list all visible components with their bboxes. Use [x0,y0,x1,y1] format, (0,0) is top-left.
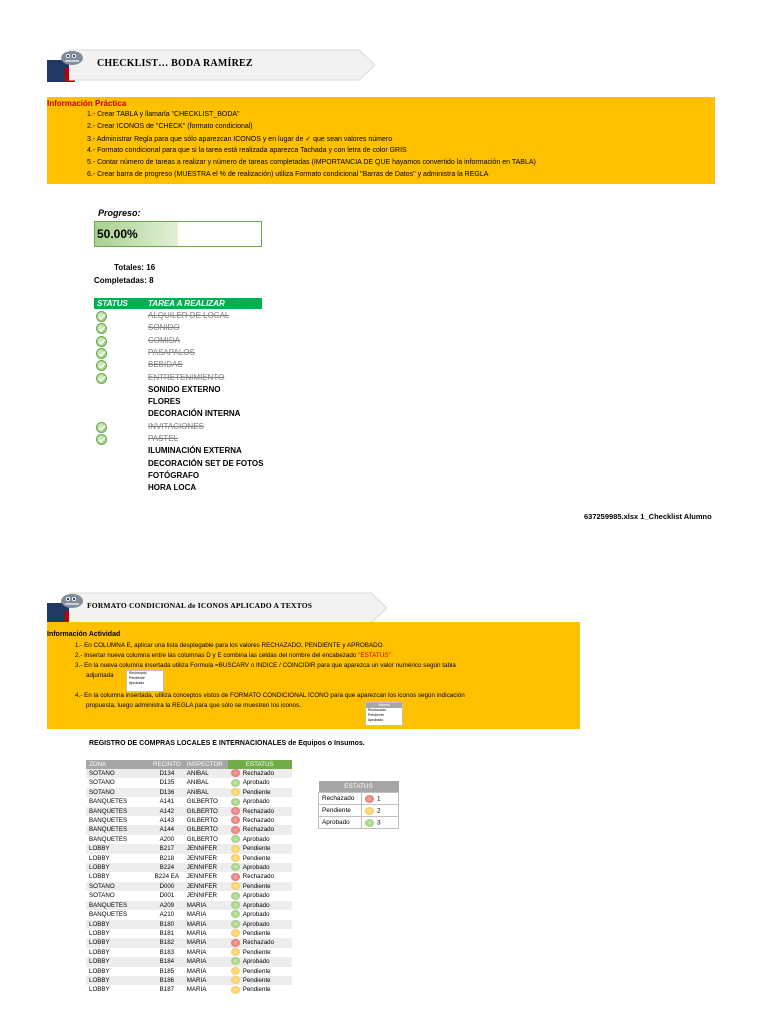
estatus-text: Pendiente [242,854,271,862]
approve-icon [231,892,240,900]
estatus-cell [228,910,292,919]
estatus-cell [228,872,292,881]
table-row [86,901,292,910]
table-row [86,957,292,966]
estatus-cell [228,920,292,929]
estatus-cell [228,797,292,806]
inspector-cell: ANIBAL [184,788,228,797]
table-row [86,967,292,976]
recinto-cell: B186 [150,976,184,985]
estatus-cell [228,825,292,834]
estatus-text: Rechazado [242,770,275,777]
pending-icon [231,845,240,853]
lookup-value: 2 [377,807,381,815]
inspector-cell: JENNIFER [184,882,228,891]
estatus-header: ESTATUS [228,760,292,769]
task-item: ENTRETENIMIENTO [148,372,225,382]
recinto-cell: B224 [150,863,184,872]
estatus-text: Aprobado [242,958,270,966]
estatus-cell [228,863,292,872]
mini-row: Pendiente [129,676,145,680]
check-icon [96,422,107,433]
recinto-cell: D135 [150,778,184,787]
estatus-text: Rechazado [242,807,275,815]
mini-row: Rechazado [368,708,386,712]
recinto-cell: A142 [150,807,184,816]
pending-icon [231,967,240,975]
estatus-text: Aprobado [242,798,270,806]
recinto-cell: B180 [150,920,184,929]
zona-cell: SOTANO [86,882,150,891]
table-row [86,872,292,881]
estatus-cell [228,788,292,797]
activity-item-2: 2.- Insertar nueva columna entre las columnas D y E combina las celdas del nombre del encabezado "ESTATUS" [75,652,391,659]
zona-cell: LOBBY [86,967,150,976]
recinto-cell: D134 [150,769,184,778]
inspector-cell: MARIA [184,957,228,966]
zona-cell: SOTANO [86,778,150,787]
lookup-label: Rechazado [319,793,362,805]
zona-cell: LOBBY [86,920,150,929]
table-row [86,985,292,994]
inspector-header: INSPECTOR [184,760,228,769]
table-row [86,854,292,863]
inspector-cell: GILBERTO [184,816,228,825]
approve-icon [231,957,240,965]
activity-item-4b: propuesta, luego administra la REGLA para que sólo se muestren los iconos. [86,702,301,709]
inspector-cell: MARIA [184,901,228,910]
task-item: SONIDO EXTERNO [148,384,221,394]
task-item: HORA LOCA [148,483,197,493]
reject-icon [231,769,240,777]
estatus-cell [228,957,292,966]
completed-count: Completadas: 8 [94,276,154,285]
table-row [86,910,292,919]
table-row [86,788,292,797]
zona-cell: SOTANO [86,769,150,778]
table-row [86,797,292,806]
estatus-text: Rechazado [242,873,275,881]
reject-icon [231,816,240,824]
table-row [86,920,292,929]
zona-cell: LOBBY [86,872,150,881]
activity-item-1: 1.- En COLUMNA E, aplicar una lista desplegable para los valores RECHAZADO, PENDIENTE y APROBADO [75,642,383,649]
check-icon [96,348,107,359]
estatus-text: Pendiente [242,976,271,984]
activity-item-4: 4.- En la columna insertada, utiliza conceptos vistos de FORMATO CONDICIONAL ICONO para que aparezcan los iconos según indicación [75,692,465,699]
check-icon [96,311,107,322]
mini-header: Valores [366,703,402,708]
recinto-cell: B181 [150,929,184,938]
check-icon [96,373,107,384]
zona-cell: BANQUETES [86,797,150,806]
inspector-cell: JENNIFER [184,844,228,853]
conditional-banner [47,591,387,625]
estatus-lookup-table [318,781,399,829]
zona-cell: LOBBY [86,976,150,985]
table-row [86,816,292,825]
shark-logo-icon [59,46,85,68]
estatus-text: Rechazado [242,939,275,947]
pending-icon [231,976,240,984]
zona-cell: BANQUETES [86,901,150,910]
file-note: 637259985.xlsx 1_Checklist Alumno [584,512,712,521]
inspector-cell: MARIA [184,938,228,947]
zona-cell: BANQUETES [86,910,150,919]
inspector-cell: GILBERTO [184,807,228,816]
approve-icon [231,779,240,787]
estatus-text: Pendiente [242,986,271,994]
inspector-cell: MARIA [184,920,228,929]
status-column-header: STATUS [97,299,128,308]
table-row [86,807,292,816]
activity-item-3b: adjuntada [86,672,114,679]
mini-value-table [126,670,164,692]
reject-icon [231,873,240,881]
zona-cell: SOTANO [86,788,150,797]
activity-info-box [47,622,580,729]
recinto-cell: B185 [150,967,184,976]
zona-cell: LOBBY [86,854,150,863]
practice-item-6: 6.- Crear barra de progreso (MUESTRA el % de realización) utiliza Formato condicional "Barras de Datos" y administra la REGLA [87,171,489,178]
table-row [86,976,292,985]
recinto-cell: D136 [150,788,184,797]
task-item: BEBIDAS [148,360,183,370]
estatus-text: Pendiente [242,929,271,937]
zona-cell: LOBBY [86,929,150,938]
recinto-cell: D001 [150,891,184,900]
inspector-cell: GILBERTO [184,797,228,806]
recinto-cell: A209 [150,901,184,910]
estatus-cell [228,816,292,825]
estatus-cell [228,769,292,778]
progress-value: 50.00% [97,227,138,241]
mini-icon-table [365,702,403,726]
recinto-cell: B183 [150,948,184,957]
checklist-banner [47,48,377,82]
estatus-text: Pendiente [242,882,271,890]
zona-cell: LOBBY [86,863,150,872]
estatus-cell [228,807,292,816]
zona-cell: LOBBY [86,948,150,957]
lookup-label: Pendiente [319,805,362,817]
mini-row: Aprobado [129,681,145,685]
inspector-cell: MARIA [184,948,228,957]
check-icon [96,360,107,371]
estatus-text: Aprobado [242,920,270,928]
task-item: DECORACIÓN SET DE FOTOS [148,458,264,468]
zona-cell: BANQUETES [86,825,150,834]
table-row [86,882,292,891]
estatus-text: Aprobado [242,835,270,843]
table-row [86,835,292,844]
inspector-cell: JENNIFER [184,891,228,900]
reject-icon [231,826,240,834]
inspector-cell: JENNIFER [184,854,228,863]
estatus-cell [228,948,292,957]
pending-icon [231,986,240,994]
estatus-cell [228,976,292,985]
estatus-cell [228,835,292,844]
practice-info-label: Información Práctica [47,99,127,108]
practice-item-4: 4.- Formato condicional para que si la tarea está realizada aparezca Tachada y con letra de color GRIS [87,147,407,154]
pending-icon [231,854,240,862]
table-row [86,844,292,853]
inspector-cell: MARIA [184,967,228,976]
table-row [86,929,292,938]
inspector-cell: MARIA [184,929,228,938]
reject-icon [231,807,240,815]
inspector-cell: MARIA [184,985,228,994]
estatus-cell [228,891,292,900]
estatus-highlight: "ESTATUS" [358,652,391,659]
estatus-cell [228,938,292,947]
recinto-cell: B224 EA [150,872,184,881]
estatus-text: Aprobado [242,901,270,909]
reject-icon [365,795,374,803]
practice-item-5: 5.- Contar número de tareas a realizar y número de tareas completadas (IMPORTANCIA DE QUE hayamos convertido la información en TABLA) [87,159,536,166]
zona-cell: BANQUETES [86,807,150,816]
estatus-cell [228,778,292,787]
estatus-cell [228,901,292,910]
practice-info-box [47,97,715,184]
practice-item-3: 3.- Administrar Regla para que sólo aparezcan ICONOS y en lugar de ✓ que sean valores número [87,136,393,143]
recinto-cell: B184 [150,957,184,966]
approve-icon [231,910,240,918]
estatus-cell [228,967,292,976]
estatus-cell [228,985,292,994]
zona-header: ZONA [86,760,150,769]
pending-icon [365,807,374,815]
inspector-cell: JENNIFER [184,863,228,872]
recinto-cell: B187 [150,985,184,994]
task-item: COMIDA [148,335,180,345]
zona-cell: BANQUETES [86,816,150,825]
mini-row: Pendiente [368,713,384,717]
recinto-cell: B217 [150,844,184,853]
register-table [86,760,292,995]
inspector-cell: ANIBAL [184,778,228,787]
approve-icon [231,863,240,871]
task-item: FOTÓGRAFO [148,470,200,480]
task-item: DECORACIÓN INTERNA [148,409,241,419]
task-item: ALQUILER DE LOCAL [148,311,230,320]
estatus-text: Aprobado [242,892,270,900]
check-icon [96,434,107,445]
lookup-label: Aprobado [319,817,362,829]
totals-count: Totales: 16 [114,263,156,272]
estatus-cell [228,882,292,891]
conditional-title: FORMATO CONDICIONAL de ICONOS APLICADO A TEXTOS [87,601,313,610]
check-icon [96,323,107,334]
pending-icon [231,788,240,796]
practice-item-1: 1.- Crear TABLA y llamarla "CHECKLIST_BODA" [87,111,240,118]
check-icon [96,336,107,347]
task-item: FLORES [148,397,181,407]
task-item: ILUMINACIÓN EXTERNA [148,446,242,456]
pending-icon [231,948,240,956]
approve-icon [231,798,240,806]
task-column-header: TAREA A REALIZAR [148,299,225,308]
zona-cell: SOTANO [86,891,150,900]
pending-icon [231,929,240,937]
inspector-cell: JENNIFER [184,872,228,881]
zona-cell: BANQUETES [86,835,150,844]
task-item: PASTEL [148,434,179,443]
register-title: REGISTRO DE COMPRAS LOCALES E INTERNACIONALES de Equipos o Insumos. [89,740,365,747]
inspector-cell: MARIA [184,910,228,919]
recinto-cell: B218 [150,854,184,863]
zona-cell: LOBBY [86,938,150,947]
table-row [86,825,292,834]
estatus-cell [228,844,292,853]
recinto-cell: A144 [150,825,184,834]
estatus-lookup-header: ESTATUS [319,781,399,793]
estatus-text: Pendiente [242,948,271,956]
estatus-text: Aprobado [242,779,270,787]
table-row [86,938,292,947]
recinto-cell: A141 [150,797,184,806]
approve-icon [231,901,240,909]
inspector-cell: MARIA [184,976,228,985]
estatus-text: Rechazado [242,826,275,834]
recinto-cell: A200 [150,835,184,844]
practice-item-2: 2.- Crear ICONOS de "CHECK" (formato condicional) [87,123,253,130]
recinto-cell: B182 [150,938,184,947]
zona-cell: LOBBY [86,985,150,994]
table-row [86,863,292,872]
lookup-value: 1 [377,795,381,803]
recinto-cell: D000 [150,882,184,891]
checklist-header [94,298,262,309]
zona-cell: LOBBY [86,844,150,853]
mini-row: Aprobado [368,718,384,722]
mini-row: Rechazado [129,671,147,675]
estatus-text: Rechazado [242,817,275,825]
zona-cell: LOBBY [86,957,150,966]
estatus-cell [228,929,292,938]
estatus-text: Pendiente [242,788,271,796]
estatus-text: Aprobado [242,864,270,872]
reject-icon [231,939,240,947]
approve-icon [231,920,240,928]
checklist-title: CHECKLIST… BODA RAMÍREZ [97,58,253,69]
recinto-cell: A210 [150,910,184,919]
progress-label: Progreso: [98,208,141,218]
estatus-text: Aprobado [242,911,270,919]
table-row [86,891,292,900]
inspector-cell: GILBERTO [184,835,228,844]
inspector-cell: ANIBAL [184,769,228,778]
task-item: SONIDO [148,323,180,333]
progress-bar [94,221,262,247]
table-row [86,778,292,787]
approve-icon [231,835,240,843]
table-row [86,769,292,778]
estatus-text: Pendiente [242,845,271,853]
approve-icon [365,819,374,827]
estatus-cell [228,854,292,863]
shark-logo-icon [59,589,85,611]
recinto-cell: A143 [150,816,184,825]
task-item: PASAPALOS [148,347,195,357]
activity-info-label: Información Actividad [47,631,121,638]
pending-icon [231,882,240,890]
recinto-header: RECINTO [150,760,184,769]
lookup-value: 3 [377,819,381,827]
estatus-text: Pendiente [242,967,271,975]
inspector-cell: GILBERTO [184,825,228,834]
task-item: INVITACIONES [148,421,204,431]
activity-item-3: 3.- En la nueva columna insertada utiliza Formula =BUSCARV o INDICE / COINCIDIR para que aparezca un valor numérico según tabla [75,662,456,669]
table-row [86,948,292,957]
